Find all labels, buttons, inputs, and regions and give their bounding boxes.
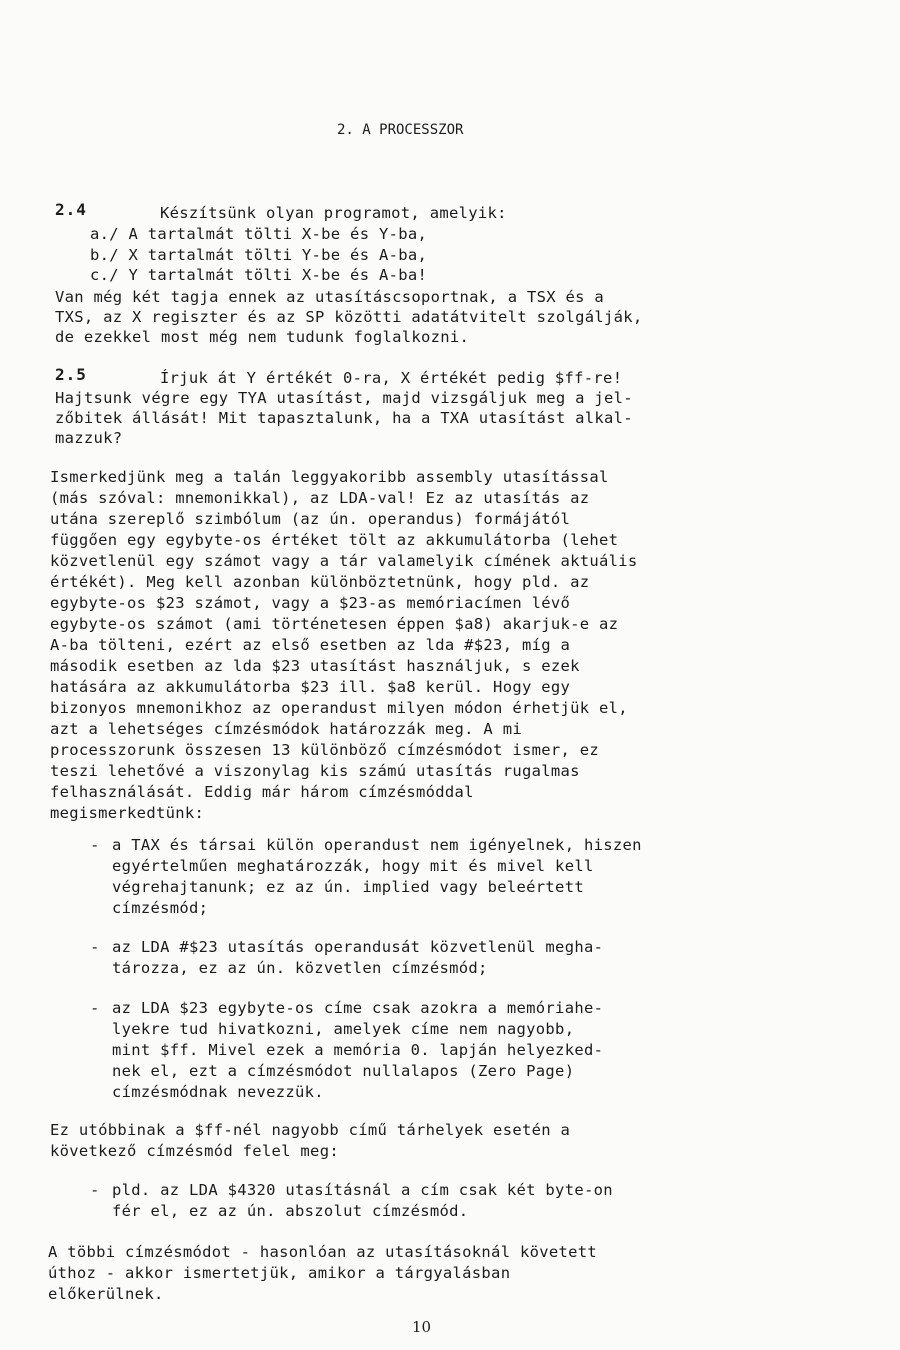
bullet-line: az LDA #$23 utasítás operandusát közvetlenül megha- (112, 938, 604, 956)
body-line: egybyte-os számot (ami történetesen éppen $a8) akarjuk-e az (50, 615, 619, 633)
body-line: függően egy egybyte-os értéket tölt az akkumulátorba (lehet (50, 531, 619, 549)
bullet-line: végrehajtanunk; ez az ún. implied vagy beleértett (112, 878, 584, 896)
bullet-line: az LDA $23 egybyte-os címe csak azokra a memóriahe- (112, 999, 604, 1017)
exercise-2-5-line: Írjuk át Y értékét 0-ra, X értékét pedig $ff-re! (160, 369, 623, 387)
body-line: processzorunk összesen 13 különböző címzésmódot ismer, ez (50, 741, 600, 759)
exercise-2-5-line: zőbitek állását! Mit tapasztalunk, ha a TXA utasítást alkal- (55, 409, 633, 427)
bullet-line: lyekre tud hivatkozni, amelyek címe nem nagyobb, (112, 1020, 575, 1038)
bullet-dash: - (90, 999, 100, 1017)
exercise-2-4-item-b: b./ X tartalmát tölti Y-be és A-ba, (90, 246, 428, 264)
exercise-2-5-line: mazzuk? (55, 429, 123, 447)
body-line: közvetlenül egy számot vagy a tár valamelyik címének aktuális (50, 552, 638, 570)
bullet-line: tározza, ez az ún. közvetlen címzésmód; (112, 959, 488, 977)
body-line: A-ba tölteni, ezért az első esetben az lda #$23, míg a (50, 636, 571, 654)
bullet-line: egyértelműen meghatározzák, hogy mit és mivel kell (112, 857, 594, 875)
body-line: második esetben az lda $23 utasítást használjuk, s ezek (50, 657, 580, 675)
body-line: hatására az akkumulátorba $23 ill. $a8 kerül. Hogy egy (50, 678, 571, 696)
body-line: következő címzésmód felel meg: (50, 1142, 339, 1160)
paragraph-line: Van még két tagja ennek az utasításcsoportnak, a TSX és a (55, 288, 605, 306)
body-line: előkerülnek. (48, 1285, 164, 1303)
bullet-line: pld. az LDA $4320 utasításnál a cím csak két byte-on (112, 1181, 613, 1199)
bullet-line: címzésmód; (112, 899, 209, 917)
paragraph-line: de ezekkel most még nem tudunk foglalkozni. (55, 328, 470, 346)
exercise-number-2-4: 2.4 (55, 200, 87, 219)
bullet-line: nek el, ezt a címzésmódot nullalapos (Zero Page) (112, 1062, 575, 1080)
body-line: Ez utóbbinak a $ff-nél nagyobb című tárhelyek esetén a (50, 1121, 571, 1139)
exercise-2-4-intro: Készítsünk olyan programot, amelyik: (160, 204, 507, 222)
bullet-line: címzésmódnak nevezzük. (112, 1083, 324, 1101)
body-line: bizonyos mnemonikhoz az operandust milyen módon érhetjük el, (50, 699, 628, 717)
bullet-line: a TAX és társai külön operandust nem igényelnek, hiszen (112, 836, 642, 854)
chapter-header: 2. A PROCESSZOR (337, 122, 464, 138)
body-line: A többi címzésmódot - hasonlóan az utasításoknál követett (48, 1243, 598, 1261)
body-line: utána szereplő szimbólum (az ún. operandus) formájától (50, 510, 571, 528)
exercise-2-4-item-a: a./ A tartalmát tölti X-be és Y-ba, (90, 225, 428, 243)
paragraph-line: TXS, az X regiszter és az SP közötti adatátvitelt szolgálják, (55, 308, 643, 326)
bullet-line: fér el, ez az ún. abszolut címzésmód. (112, 1202, 469, 1220)
body-line: (más szóval: mnemonikkal), az LDA-val! Ez az utasítás az (50, 489, 590, 507)
body-line: Ismerkedjünk meg a talán leggyakoribb assembly utasítással (50, 468, 609, 486)
body-line: megismerkedtünk: (50, 804, 205, 822)
bullet-dash: - (90, 1181, 100, 1199)
body-line: úthoz - akkor ismertetjük, amikor a tárgyalásban (48, 1264, 511, 1282)
bullet-dash: - (90, 938, 100, 956)
body-line: értékét). Meg kell azonban különböztetnünk, hogy pld. az (50, 573, 590, 591)
body-line: teszi lehetővé a viszonylag kis számú utasítás rugalmas (50, 762, 580, 780)
body-line: azt a lehetséges címzésmódok határozzák meg. A mi (50, 720, 522, 738)
exercise-2-5-line: Hajtsunk végre egy TYA utasítást, majd vizsgáljuk meg a jel- (55, 389, 633, 407)
body-line: felhasználását. Eddig már három címzésmóddal (50, 783, 474, 801)
body-line: egybyte-os $23 számot, vagy a $23-as memóriacímen lévő (50, 594, 571, 612)
exercise-2-4-item-c: c./ Y tartalmát tölti X-be és A-ba! (90, 266, 428, 284)
exercise-number-2-5: 2.5 (55, 365, 87, 384)
bullet-line: mint $ff. Mivel ezek a memória 0. lapján helyezked- (112, 1041, 604, 1059)
page-number: 10 (412, 1318, 432, 1336)
bullet-dash: - (90, 836, 100, 854)
